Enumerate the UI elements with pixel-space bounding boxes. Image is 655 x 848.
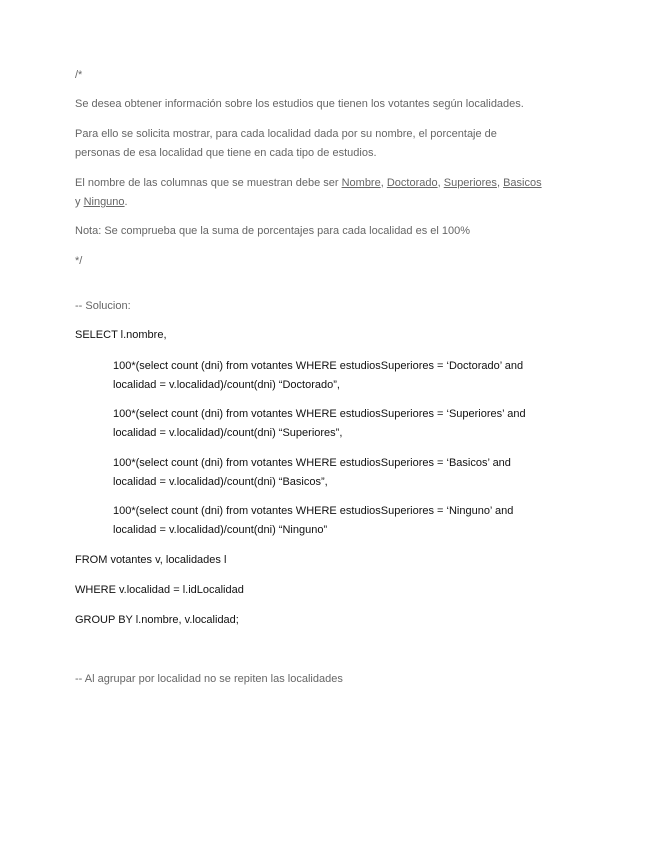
comment-open: /* xyxy=(75,69,83,81)
sql-basicos-line1: 100*(select count (dni) from votantes WHERE estudiosSuperiores = ‘Basicos’ and xyxy=(113,457,511,469)
sql-superiores-line1: 100*(select count (dni) from votantes WHERE estudiosSuperiores = ‘Superiores’ and xyxy=(113,408,526,420)
sql-from: FROM votantes v, localidades l xyxy=(75,554,227,566)
column-basicos: Basicos xyxy=(503,177,542,189)
comment-para2-line2: personas de esa localidad que tiene en cada tipo de estudios. xyxy=(75,147,377,159)
column-doctorado: Doctorado xyxy=(386,177,438,189)
comment-close: */ xyxy=(75,255,83,267)
separator: , xyxy=(496,177,504,189)
column-superiores: Superiores xyxy=(443,177,497,189)
separator: , xyxy=(380,177,387,189)
sql-where: WHERE v.localidad = l.idLocalidad xyxy=(75,584,244,596)
comment-para2-line1: Para ello se solicita mostrar, para cada localidad dada por su nombre, el porcentaje de xyxy=(75,128,497,140)
comment-para3-line1 xyxy=(75,174,542,193)
sql-group-by: GROUP BY l.nombre, v.localidad; xyxy=(75,614,239,626)
para3-y: y xyxy=(75,196,84,208)
sql-ninguno-line2: localidad = v.localidad)/count(dni) “Ninguno” xyxy=(113,524,328,536)
sql-basicos-line2: localidad = v.localidad)/count(dni) “Basicos”, xyxy=(113,476,328,488)
separator: , xyxy=(437,177,444,189)
comment-nota: Nota: Se comprueba que la suma de porcentajes para cada localidad es el 100% xyxy=(75,225,471,237)
comment-intro: Se desea obtener información sobre los estudios que tienen los votantes según localidades. xyxy=(75,98,524,110)
column-nombre: Nombre xyxy=(341,177,381,189)
para3-end: . xyxy=(124,196,128,208)
para3-prefix: El nombre de las columnas que se muestran debe ser xyxy=(75,177,342,189)
comment-para3-line2 xyxy=(75,193,128,212)
sql-doctorado-line1: 100*(select count (dni) from votantes WHERE estudiosSuperiores = ‘Doctorado’ and xyxy=(113,360,524,372)
sql-select: SELECT l.nombre, xyxy=(75,329,167,341)
solucion-label: -- Solucion: xyxy=(75,300,131,312)
column-ninguno: Ninguno xyxy=(83,196,125,208)
sql-ninguno-line1: 100*(select count (dni) from votantes WHERE estudiosSuperiores = ‘Ninguno’ and xyxy=(113,505,514,517)
sql-superiores-line2: localidad = v.localidad)/count(dni) “Superiores”, xyxy=(113,427,343,439)
sql-doctorado-line2: localidad = v.localidad)/count(dni) “Doctorado”, xyxy=(113,379,340,391)
footer-comment: -- Al agrupar por localidad no se repiten las localidades xyxy=(75,673,343,685)
